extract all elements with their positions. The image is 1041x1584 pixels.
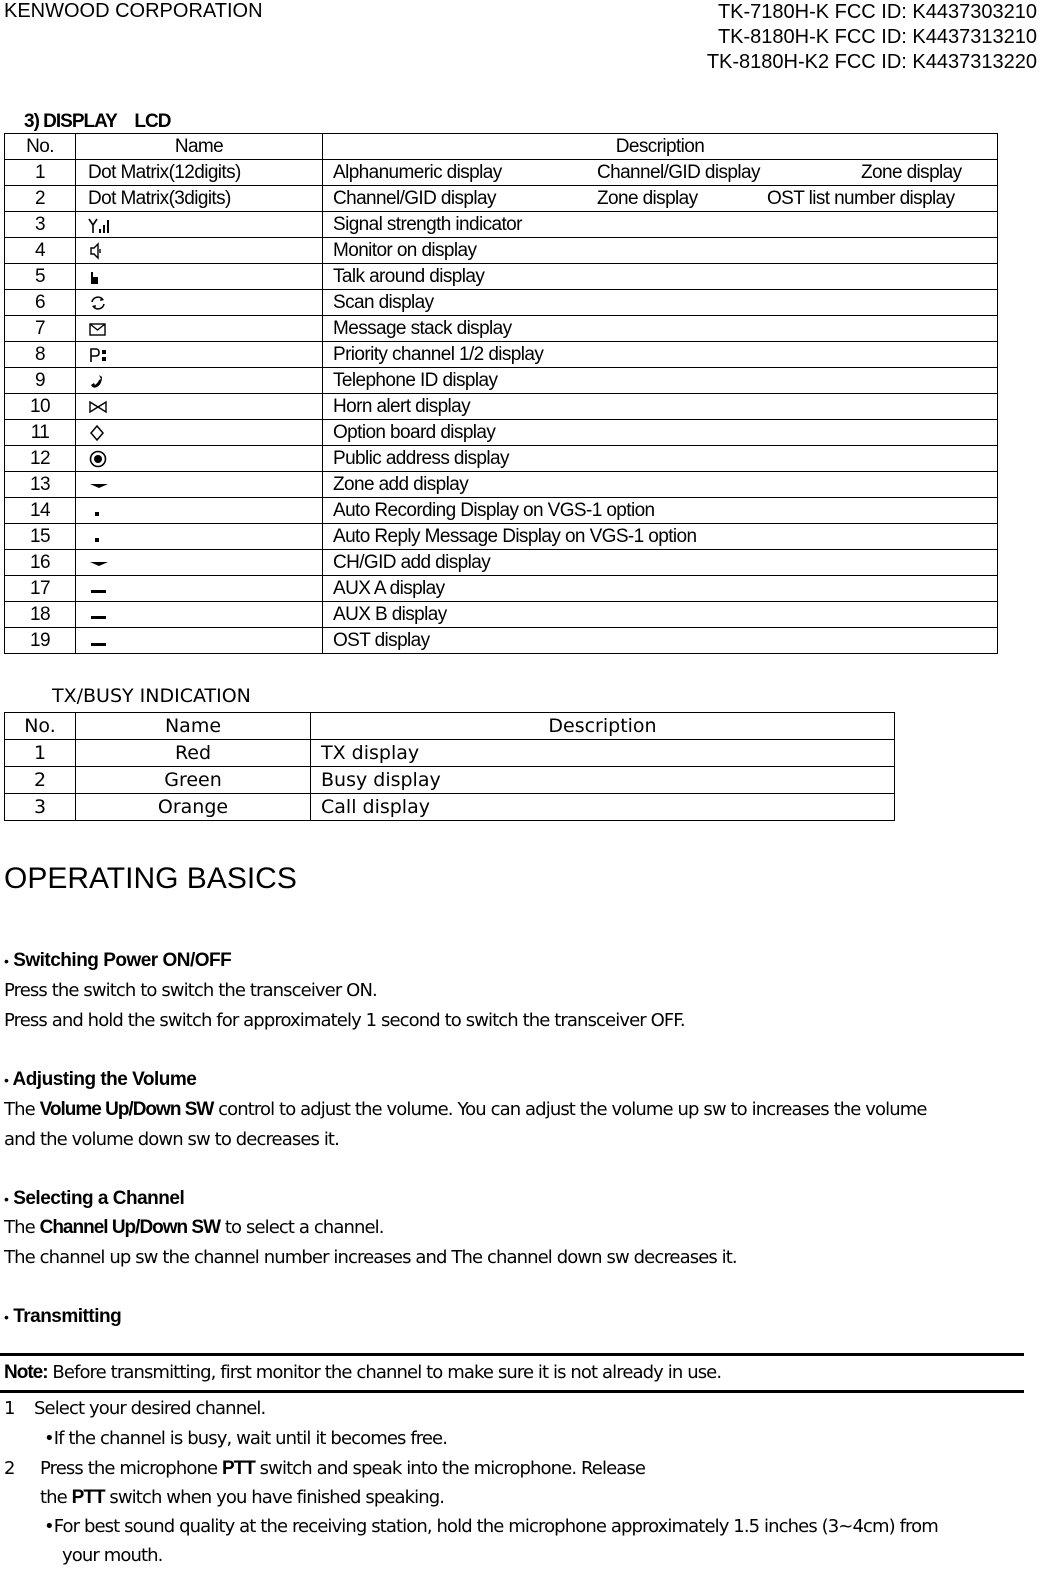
note-text: Before transmitting, first monitor the channel to make sure it is not already in use. (47, 1362, 722, 1383)
row-number: 2 (5, 767, 76, 794)
public-address-icon (88, 449, 108, 469)
row-description: AUX A display (323, 576, 998, 602)
row-name (76, 576, 323, 602)
row-number: 5 (5, 264, 76, 290)
channel-heading (4, 1188, 184, 1210)
step-1-number: 1 (4, 1398, 15, 1419)
row-number: 8 (5, 342, 76, 368)
volume-text-post: control to adjust the volume. You can adjust the volume up sw to increases the volume (213, 1099, 927, 1120)
channel-line-1 (4, 1217, 384, 1239)
row-description (323, 160, 998, 186)
column-header-no: No. (5, 134, 76, 160)
row-number: 2 (5, 186, 76, 212)
row-description: Zone add display (323, 472, 998, 498)
row-description: CH/GID add display (323, 550, 998, 576)
column-header-name: Name (76, 713, 311, 740)
step-2b-post: switch when you have finished speaking. (104, 1487, 445, 1508)
row-description: OST display (323, 628, 998, 654)
row-number: 1 (5, 740, 76, 767)
row-number: 14 (5, 498, 76, 524)
row-description: Auto Recording Display on VGS-1 option (323, 498, 998, 524)
channel-text-post: to select a channel. (220, 1217, 384, 1238)
row-number: 13 (5, 472, 76, 498)
row-name (76, 446, 323, 472)
row-name (76, 212, 323, 238)
table-row (5, 602, 998, 628)
volume-switch-label: Volume Up/Down SW (39, 1099, 214, 1120)
volume-heading (4, 1069, 196, 1091)
row-description: Telephone ID display (323, 368, 998, 394)
row-description (323, 186, 998, 212)
row-number: 16 (5, 550, 76, 576)
table-row (5, 238, 998, 264)
row-description: AUX B display (323, 602, 998, 628)
row-name: Green (76, 767, 311, 794)
note-line (4, 1362, 721, 1384)
table-row (5, 446, 998, 472)
row-name (76, 238, 323, 264)
table-row (5, 368, 998, 394)
table-row (5, 498, 998, 524)
table-row (5, 160, 998, 186)
row-name: Red (76, 740, 311, 767)
table-header-row (5, 134, 998, 160)
row-description: Signal strength indicator (323, 212, 998, 238)
row-description: Message stack display (323, 316, 998, 342)
table-row (5, 394, 998, 420)
step-2-sub-text: For best sound quality at the receiving station, hold the microphone approximately 1.5 inches (3~4cm) from (53, 1516, 938, 1537)
description-part: Zone display (861, 162, 962, 183)
row-description: Call display (311, 794, 895, 821)
table-row (5, 794, 895, 821)
row-description: Auto Reply Message Display on VGS-1 option (323, 524, 998, 550)
row-description: Horn alert display (323, 394, 998, 420)
row-description: Busy display (311, 767, 895, 794)
row-number: 3 (5, 212, 76, 238)
priority-icon (88, 346, 110, 364)
step-1-sub (44, 1428, 447, 1449)
row-name (76, 472, 323, 498)
power-heading-text: Switching Power ON/OFF (13, 950, 232, 971)
bullet-icon: • (4, 1191, 9, 1207)
bullet-icon: • (4, 953, 9, 969)
volume-heading-text: Adjusting the Volume (12, 1069, 197, 1090)
row-number: 11 (5, 420, 76, 446)
step-2-sub (44, 1516, 938, 1537)
table-row (5, 316, 998, 342)
table-row (5, 628, 998, 654)
tx-busy-table (4, 712, 895, 821)
ch-add-icon (88, 554, 110, 572)
row-number: 4 (5, 238, 76, 264)
bar-icon (88, 632, 110, 650)
tx-busy-section-title: TX/BUSY INDICATION (52, 685, 251, 707)
table-row (5, 740, 895, 767)
step-2-line-1 (40, 1458, 645, 1480)
bar-icon (88, 606, 110, 624)
row-name (76, 550, 323, 576)
step-2-pre: Press the microphone (40, 1458, 222, 1479)
table-row (5, 342, 998, 368)
row-number: 3 (5, 794, 76, 821)
row-number: 10 (5, 394, 76, 420)
row-number: 9 (5, 368, 76, 394)
dot-icon (88, 528, 106, 546)
table-row (5, 420, 998, 446)
row-name (76, 602, 323, 628)
table-row (5, 212, 998, 238)
table-row (5, 472, 998, 498)
row-name: Dot Matrix(3digits) (76, 186, 323, 212)
row-description: Talk around display (323, 264, 998, 290)
lcd-display-table (4, 133, 998, 654)
lcd-section-title: 3) DISPLAY LCD (24, 111, 171, 132)
volume-line-1 (4, 1099, 927, 1121)
dot-icon (88, 502, 106, 520)
row-number: 7 (5, 316, 76, 342)
table-row (5, 524, 998, 550)
row-number: 15 (5, 524, 76, 550)
description-part: OST list number display (767, 188, 955, 209)
table-row (5, 576, 998, 602)
fcc-id-line: TK-7180H-K FCC ID: K4437303210 (717, 1, 1037, 23)
fcc-id-line: TK-8180H-K2 FCC ID: K4437313220 (706, 51, 1037, 73)
step-1-sub-text: If the channel is busy, wait until it becomes free. (53, 1428, 448, 1449)
channel-switch-label: Channel Up/Down SW (39, 1217, 221, 1238)
row-number: 1 (5, 160, 76, 186)
signal-strength-icon (88, 216, 114, 234)
row-description: Public address display (323, 446, 998, 472)
fcc-id-line: TK-8180H-K FCC ID: K4437313210 (717, 26, 1037, 48)
row-number: 19 (5, 628, 76, 654)
diamond-icon (88, 424, 106, 442)
transmitting-heading-text: Transmitting (13, 1306, 122, 1327)
row-number: 17 (5, 576, 76, 602)
channel-heading-text: Selecting a Channel (13, 1188, 185, 1209)
step-2-line-2 (40, 1487, 444, 1509)
row-description: Monitor on display (323, 238, 998, 264)
table-header-row (5, 713, 895, 740)
column-header-description: Description (311, 713, 895, 740)
row-name (76, 290, 323, 316)
power-line-1: Press the switch to switch the transceiver ON. (4, 980, 377, 1001)
telephone-icon (88, 372, 106, 390)
bullet-icon: • (4, 1072, 9, 1088)
table-row (5, 186, 998, 212)
row-name (76, 264, 323, 290)
note-top-rule (0, 1353, 1024, 1356)
step-1-text: Select your desired channel. (34, 1398, 266, 1419)
column-header-no: No. (5, 713, 76, 740)
ptt-label: PTT (221, 1458, 255, 1479)
row-name: Orange (76, 794, 311, 821)
horn-icon (88, 398, 110, 416)
operating-basics-title: OPERATING BASICS (4, 862, 297, 895)
power-line-2: Press and hold the switch for approximately 1 second to switch the transceiver OFF. (4, 1010, 685, 1031)
ptt-label: PTT (71, 1487, 105, 1508)
bullet-icon: • (4, 1309, 9, 1325)
note-bottom-rule (0, 1390, 1024, 1393)
row-description: Scan display (323, 290, 998, 316)
channel-text-pre: The (4, 1217, 40, 1238)
volume-line-2: and the volume down sw to decreases it. (4, 1129, 339, 1150)
talk-around-icon (88, 268, 102, 286)
row-name (76, 394, 323, 420)
row-name: Dot Matrix(12digits) (76, 160, 323, 186)
zone-add-icon (88, 476, 110, 494)
fcc-id-block (707, 0, 1037, 75)
company-name: KENWOOD CORPORATION (4, 0, 263, 22)
note-label: Note: (4, 1362, 48, 1383)
row-name (76, 420, 323, 446)
column-header-description: Description (323, 134, 998, 160)
row-name (76, 524, 323, 550)
row-name (76, 316, 323, 342)
speaker-icon (88, 242, 104, 260)
transmitting-heading (4, 1306, 121, 1328)
step-2-number: 2 (4, 1458, 15, 1479)
row-description: Priority channel 1/2 display (323, 342, 998, 368)
volume-text-pre: The (4, 1099, 40, 1120)
table-row (5, 264, 998, 290)
column-header-name: Name (76, 134, 323, 160)
row-description: Option board display (323, 420, 998, 446)
envelope-icon (88, 320, 108, 338)
bullet-icon: • (44, 1516, 54, 1537)
row-number: 6 (5, 290, 76, 316)
description-part: Alphanumeric display (333, 162, 502, 183)
row-name (76, 628, 323, 654)
channel-line-2: The channel up sw the channel number increases and The channel down sw decreases it. (4, 1247, 737, 1268)
description-part: Channel/GID display (597, 162, 760, 183)
row-name (76, 498, 323, 524)
row-number: 12 (5, 446, 76, 472)
row-name (76, 342, 323, 368)
row-description: TX display (311, 740, 895, 767)
bar-icon (88, 580, 110, 598)
power-heading (4, 950, 231, 972)
table-row (5, 767, 895, 794)
description-part: Zone display (597, 188, 698, 209)
row-number: 18 (5, 602, 76, 628)
step-2-sub-line-2: your mouth. (62, 1545, 163, 1566)
step-2-post: switch and speak into the microphone. Release (254, 1458, 646, 1479)
table-row (5, 550, 998, 576)
row-name (76, 368, 323, 394)
table-row (5, 290, 998, 316)
description-part: Channel/GID display (333, 188, 496, 209)
scan-icon (88, 294, 108, 312)
bullet-icon: • (44, 1428, 54, 1449)
step-2b-pre: the (40, 1487, 72, 1508)
